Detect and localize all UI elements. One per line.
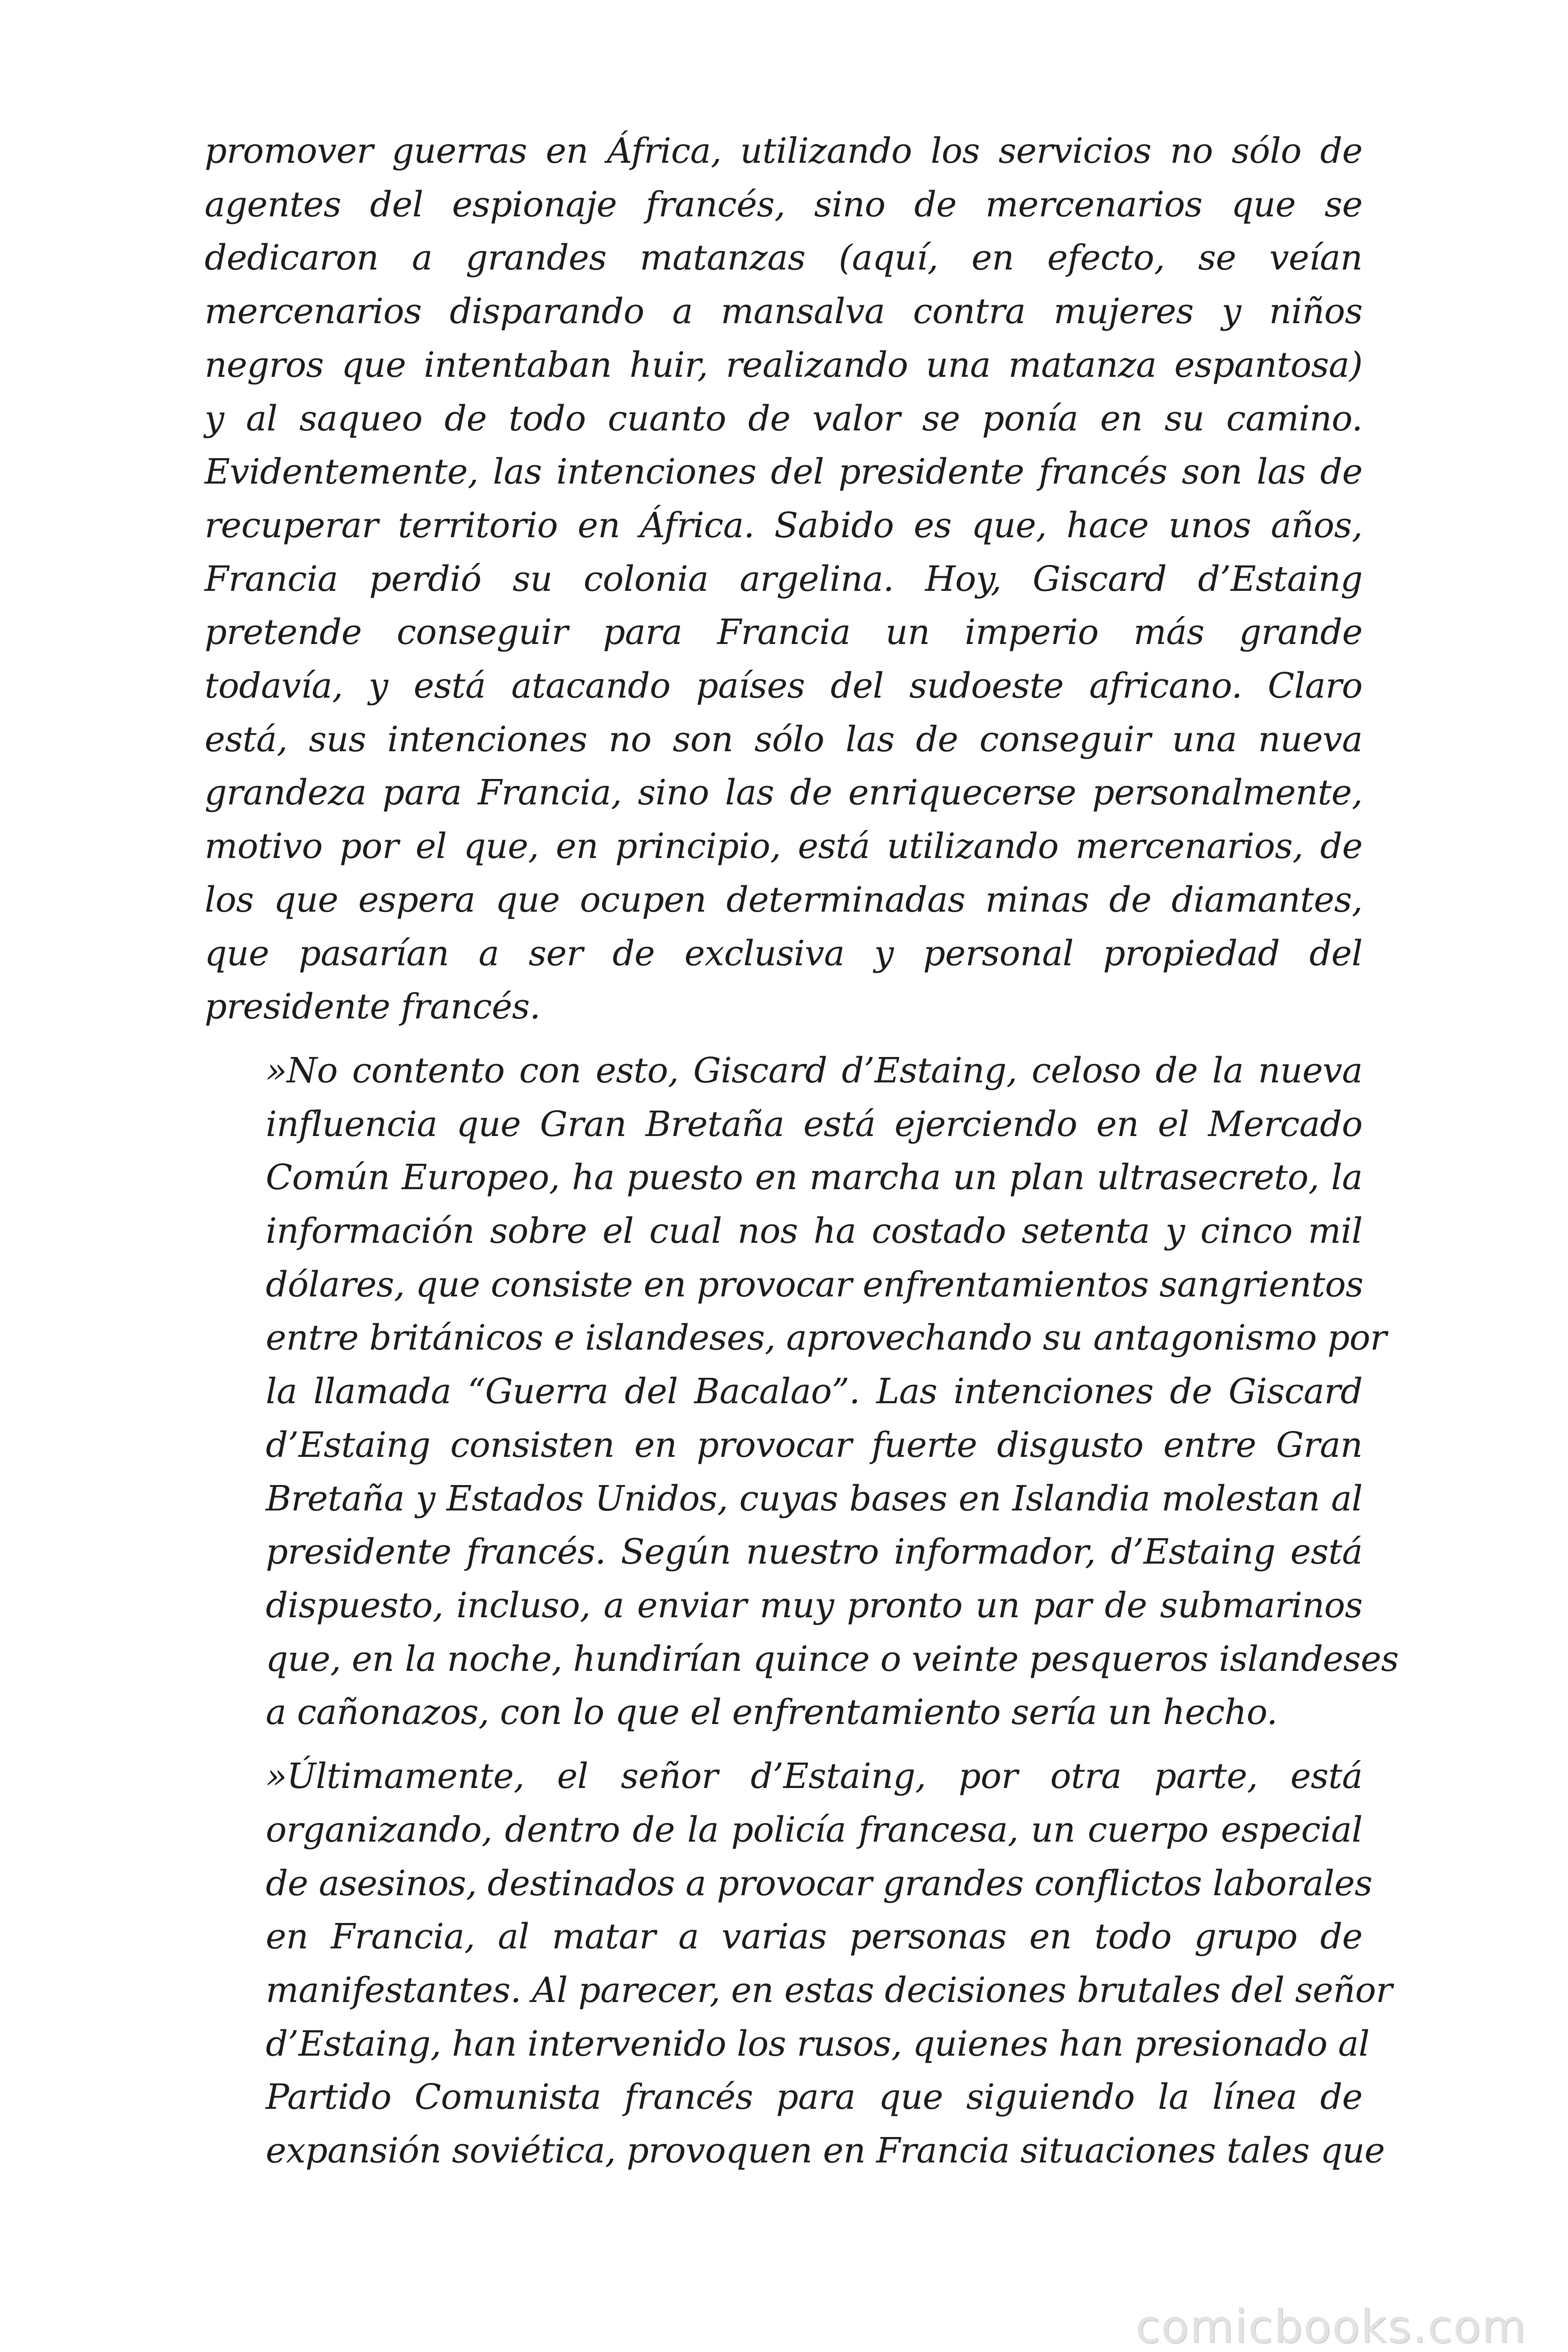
text-line: organizando, dentro de la policía francesa, un cuerpo especial <box>266 1809 1362 1850</box>
paragraph-3 <box>205 1750 1393 2178</box>
text-line: en Francia, al matar a varias personas en todo grupo de <box>266 1916 1362 1957</box>
text-line: presidente francés. <box>205 986 540 1027</box>
text-line: de asesinos, destinados a provocar grandes conflictos laborales <box>266 1863 1372 1904</box>
paragraph-1 <box>205 125 1362 1034</box>
text-line: pretende conseguir para Francia un imperio más grande <box>205 612 1362 653</box>
text-line: promover guerras en África, utilizando los servicios no sólo de <box>205 131 1362 171</box>
text-line: d’Estaing consisten en provocar fuerte disgusto entre Gran <box>266 1424 1362 1465</box>
text-line: la llamada “Guerra del Bacalao”. Las intenciones de Giscard <box>266 1371 1362 1412</box>
text-line: grandeza para Francia, sino las de enriquecerse personalmente, <box>205 772 1362 813</box>
text-line: negros que intentaban huir, realizando una matanza espantosa) <box>205 344 1362 385</box>
watermark-logo: comicbooks.com <box>1135 2300 1527 2352</box>
text-line: a cañonazos, con lo que el enfrentamiento sería un hecho. <box>266 1692 1278 1733</box>
text-line: Bretaña y Estados Unidos, cuyas bases en Islandia molestan al <box>266 1478 1362 1519</box>
text-line: que, en la noche, hundirían quince o veinte pesqueros islandeses <box>266 1638 1399 1679</box>
text-line: expansión soviética, provoquen en Francia situaciones tales que <box>266 2130 1385 2171</box>
text-line: todavía, y está atacando países del sudoeste africano. Claro <box>205 666 1362 707</box>
text-line: influencia que Gran Bretaña está ejerciendo en el Mercado <box>266 1104 1362 1144</box>
text-line: presidente francés. Según nuestro informador, d’Estaing está <box>266 1532 1362 1573</box>
text-line: manifestantes. Al parecer, en estas decisiones brutales del señor <box>266 1970 1393 2010</box>
text-line: Común Europeo, ha puesto en marcha un plan ultrasecreto, la <box>266 1157 1362 1198</box>
text-line: Evidentemente, las intenciones del presidente francés son las de <box>205 452 1362 493</box>
text-line: dispuesto, incluso, a enviar muy pronto un par de submarinos <box>266 1585 1362 1626</box>
text-line: dólares, que consiste en provocar enfrentamientos sangrientos <box>266 1264 1363 1305</box>
paragraph-2 <box>205 1044 1399 1740</box>
text-line: motivo por el que, en principio, está utilizando mercenarios, de <box>205 826 1362 867</box>
text-line: y al saqueo de todo cuanto de valor se ponía en su camino. <box>205 398 1362 439</box>
text-line: »Últimamente, el señor d’Estaing, por otra parte, está <box>266 1756 1362 1797</box>
text-line: dedicaron a grandes matanzas (aquí, en efecto, se veían <box>205 238 1362 278</box>
text-line: que pasarían a ser de exclusiva y personal propiedad del <box>205 933 1362 974</box>
text-line: »No contento con esto, Giscard d’Estaing, celoso de la nueva <box>266 1050 1362 1091</box>
text-line: Francia perdió su colonia argelina. Hoy, Giscard d’Estaing <box>205 558 1362 599</box>
text-line: agentes del espionaje francés, sino de mercenarios que se <box>205 184 1362 225</box>
text-line: está, sus intenciones no son sólo las de conseguir una nueva <box>205 719 1362 760</box>
text-line: mercenarios disparando a mansalva contra mujeres y niños <box>205 291 1362 332</box>
text-line: Partido Comunista francés para que siguiendo la línea de <box>266 2077 1362 2118</box>
book-page-body <box>205 125 1399 2178</box>
text-line: información sobre el cual nos ha costado setenta y cinco mil <box>266 1211 1362 1252</box>
text-line: entre británicos e islandeses, aprovechando su antagonismo por <box>266 1318 1387 1359</box>
text-line: d’Estaing, han intervenido los rusos, quienes han presionado al <box>266 2023 1370 2064</box>
text-line: los que espera que ocupen determinadas minas de diamantes, <box>205 879 1362 920</box>
text-line: recuperar territorio en África. Sabido es que, hace unos años, <box>205 505 1362 546</box>
